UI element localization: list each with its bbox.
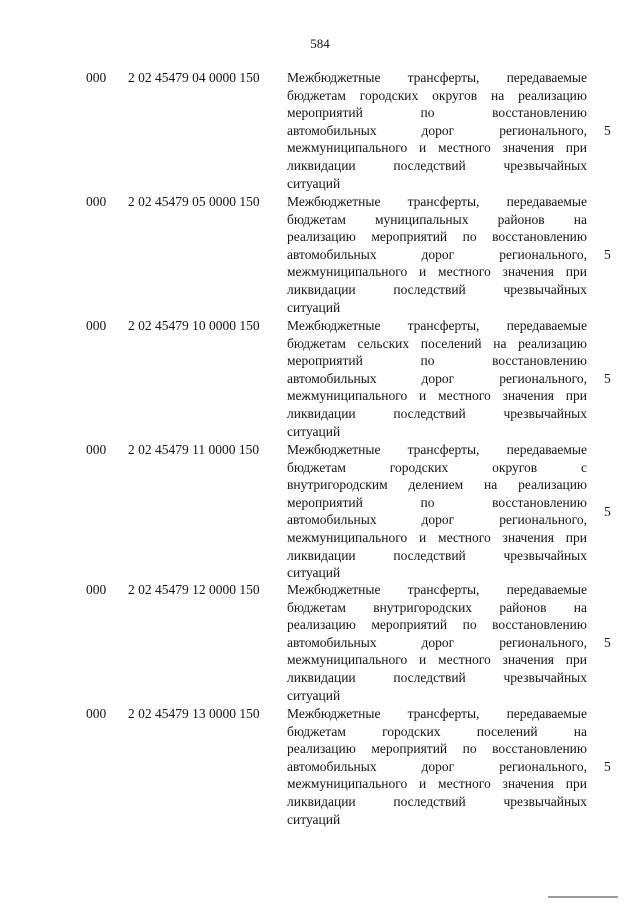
income-name-line: межмуниципального и местного значения при [287, 264, 587, 280]
scan-edge-mark [548, 896, 618, 898]
income-name-line: бюджетам внутригородских районов на [287, 599, 587, 615]
income-name-cell [287, 581, 587, 704]
value-cell: 5 [604, 246, 611, 262]
income-name-line: бюджетам городских поселений на [287, 723, 587, 739]
income-name-line: ситуаций [287, 175, 341, 191]
income-name-line: реализацию мероприятий по восстановлению [287, 617, 587, 633]
income-name-cell [287, 317, 587, 440]
income-name-line: ликвидации последствий чрезвычайных [287, 669, 587, 685]
income-name-line: межмуниципального и местного значения при [287, 652, 587, 668]
income-name-line: бюджетам городских округов с [287, 459, 587, 475]
admin-code-cell: 000 [86, 442, 107, 457]
income-name-line: межмуниципального и местного значения при [287, 388, 587, 404]
income-name-line: реализацию мероприятий по восстановлению [287, 741, 587, 757]
income-name-line: межмуниципального и местного значения при [287, 776, 587, 792]
admin-code-cell: 000 [86, 582, 107, 597]
income-name-line: ликвидации последствий чрезвычайных [287, 281, 587, 297]
budget-codes-table [0, 66, 640, 826]
income-name-line: Межбюджетные трансферты, передаваемые [287, 442, 587, 457]
budget-classification-code-cell: 2 02 45479 04 0000 150 [128, 70, 260, 85]
income-name-line: ликвидации последствий чрезвычайных [287, 157, 587, 173]
income-name-cell [287, 69, 587, 192]
income-name-line: ситуаций [287, 565, 341, 581]
income-name-line: Межбюджетные трансферты, передаваемые [287, 318, 587, 333]
income-name-line: мероприятий по восстановлению [287, 105, 587, 121]
value-cell: 5 [604, 122, 611, 138]
income-name-line: Межбюджетные трансферты, передаваемые [287, 706, 587, 721]
table-row [0, 314, 640, 438]
value-cell: 5 [604, 634, 611, 650]
income-name-line: бюджетам городских округов на реализацию [287, 87, 587, 103]
budget-classification-code-cell: 2 02 45479 10 0000 150 [128, 318, 260, 333]
income-name-line: Межбюджетные трансферты, передаваемые [287, 582, 587, 597]
table-row [0, 438, 640, 581]
value-cell: 5 [604, 370, 611, 386]
income-name-cell [287, 705, 587, 828]
income-name-line: мероприятий по восстановлению [287, 494, 587, 510]
income-name-line: ликвидации последствий чрезвычайных [287, 793, 587, 809]
income-name-line: мероприятий по восстановлению [287, 353, 587, 369]
table-row [0, 702, 640, 826]
admin-code-cell: 000 [86, 194, 107, 209]
budget-classification-code-cell: 2 02 45479 13 0000 150 [128, 706, 260, 721]
income-name-line: ситуаций [287, 299, 341, 315]
income-name-line: ситуаций [287, 423, 341, 439]
budget-classification-code-cell: 2 02 45479 12 0000 150 [128, 582, 260, 597]
admin-code-cell: 000 [86, 70, 107, 85]
income-name-cell [287, 441, 587, 582]
income-name-line: реализацию мероприятий по восстановлению [287, 229, 587, 245]
table-row [0, 190, 640, 314]
income-name-line: автомобильных дорог регионального, [287, 246, 587, 262]
budget-classification-code-cell: 2 02 45479 05 0000 150 [128, 194, 260, 209]
income-name-line: бюджетам сельских поселений на реализацию [287, 335, 587, 351]
income-name-line: бюджетам муниципальных районов на [287, 211, 587, 227]
page-number: 584 [310, 36, 330, 51]
value-cell: 5 [604, 503, 611, 519]
income-name-line: ситуаций [287, 811, 341, 827]
income-name-line: внутригородским делением на реализацию [287, 477, 587, 493]
income-name-line: автомобильных дорог регионального, [287, 512, 587, 528]
income-name-line: автомобильных дорог регионального, [287, 634, 587, 650]
admin-code-cell: 000 [86, 706, 107, 721]
income-name-cell [287, 193, 587, 316]
admin-code-cell: 000 [86, 318, 107, 333]
income-name-line: Межбюджетные трансферты, передаваемые [287, 70, 587, 85]
income-name-line: автомобильных дорог регионального, [287, 370, 587, 386]
income-name-line: ситуаций [287, 687, 341, 703]
income-name-line: межмуниципального и местного значения при [287, 529, 587, 545]
budget-classification-code-cell: 2 02 45479 11 0000 150 [128, 442, 260, 457]
income-name-line: межмуниципального и местного значения при [287, 140, 587, 156]
table-row [0, 578, 640, 702]
income-name-line: Межбюджетные трансферты, передаваемые [287, 194, 587, 209]
income-name-line: ликвидации последствий чрезвычайных [287, 547, 587, 563]
income-name-line: ликвидации последствий чрезвычайных [287, 405, 587, 421]
income-name-line: автомобильных дорог регионального, [287, 758, 587, 774]
income-name-line: автомобильных дорог регионального, [287, 122, 587, 138]
table-row [0, 66, 640, 190]
value-cell: 5 [604, 758, 611, 774]
